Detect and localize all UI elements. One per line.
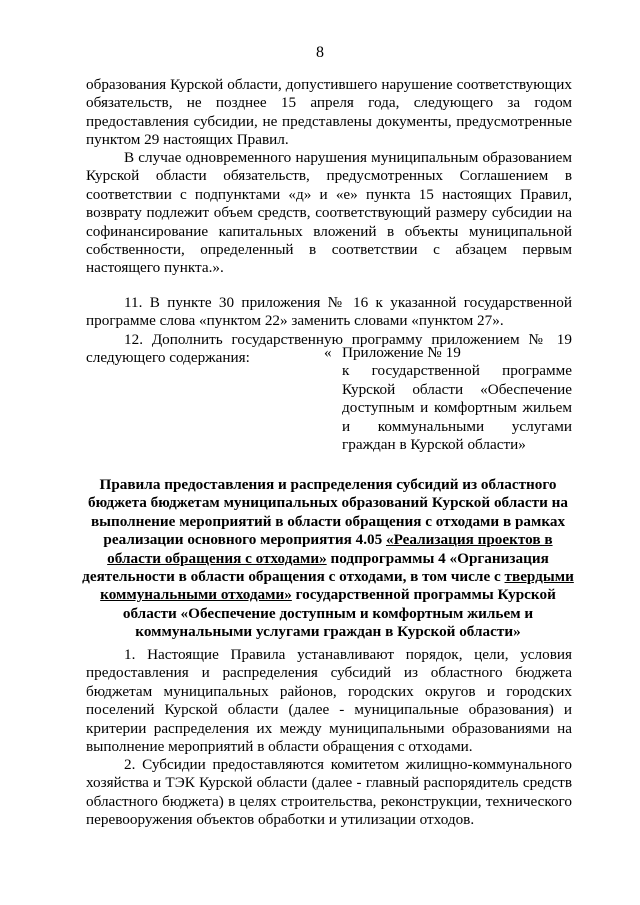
rules-title-underlined: «Реализация проектов в области обращения с отходами» <box>107 531 553 567</box>
paragraph-text: 2. Субсидии предоставляются комитетом жилищно-коммунального хозяйства и ТЭК Курской области (далее - главный распорядитель средств областного бюджета) в целях строительства, реконструкции, технического перевооружения объектов обработки и утилизации отходов. <box>86 756 572 829</box>
page-number: 8 <box>316 44 324 61</box>
amendment-item-12: 12. Дополнить государственную программу приложением № 19 следующего содержания: <box>86 330 572 367</box>
paragraph-continuation <box>86 76 572 150</box>
rules-title-underlined: твердыми коммунальными отходами» <box>100 568 574 604</box>
paragraph-text: 1. Настоящие Правила устанавливают порядок, цели, условия предоставления и распределения субсидий из областного бюджета бюджетам муниципальных районов, городских округов и городских поселений Курской области (далее - муниципальные образования) и критерии распределения их между муниципальными образованиями на выполнение мероприятий в области обращения с отходами. <box>86 646 572 756</box>
appendix-heading <box>316 344 572 454</box>
amendment-item-11: 11. В пункте 30 приложения № 16 к указанной государственной программе слова «пунктом 22» заменить словами «пунктом 27». <box>86 294 572 330</box>
rules-paragraph-2 <box>86 756 572 830</box>
rules-title-part: подпрограммы 4 «Организация деятельности в области обращения с отходами, в том числе с <box>82 549 549 586</box>
paragraph-simultaneous-violation <box>86 149 572 278</box>
rules-title <box>78 476 578 642</box>
appendix-title: Приложение № 19 <box>342 344 461 361</box>
rules-title-part: государственной программы Курской области «Обеспечение доступным и комфортным жильем и коммунальными услугами граждан в Курской области» <box>122 586 556 641</box>
rules-title-part: Правила предоставления и распределения субсидий из областного бюджета бюджетам муниципальных образований Курской области на выполнение мероприятий в области обращения с отходами в рамках реализации основного мероприятия 4.05 <box>88 476 568 549</box>
appendix-reference: к государственной программе Курской области «Обеспечение доступным и комфортным жильем и коммунальными услугами граждан в Курской области» <box>342 362 572 454</box>
opening-quote-mark: « <box>324 344 332 361</box>
paragraph-text: В случае одновременного нарушения муниципальным образованием Курской области обязательств, предусмотренных Соглашением в соответствии с подпунктами «д» и «е» пункта 15 настоящих Правил, возврату подлежит объем средств, соответствующий размеру субсидии на софинансирование капитальных вложений в объекты муниципальной собственности, определенный в соответствии с абзацем первым настоящего пункта.». <box>86 149 572 277</box>
rules-paragraph-1 <box>86 646 572 756</box>
paragraph-text: образования Курской области, допустившего нарушение соответствующих обязательств, не позднее 15 апреля года, следующего за годом предоставления субсидии, не представлены документы, предусмотренные пунктом 29 настоящих Правил. <box>86 76 572 149</box>
